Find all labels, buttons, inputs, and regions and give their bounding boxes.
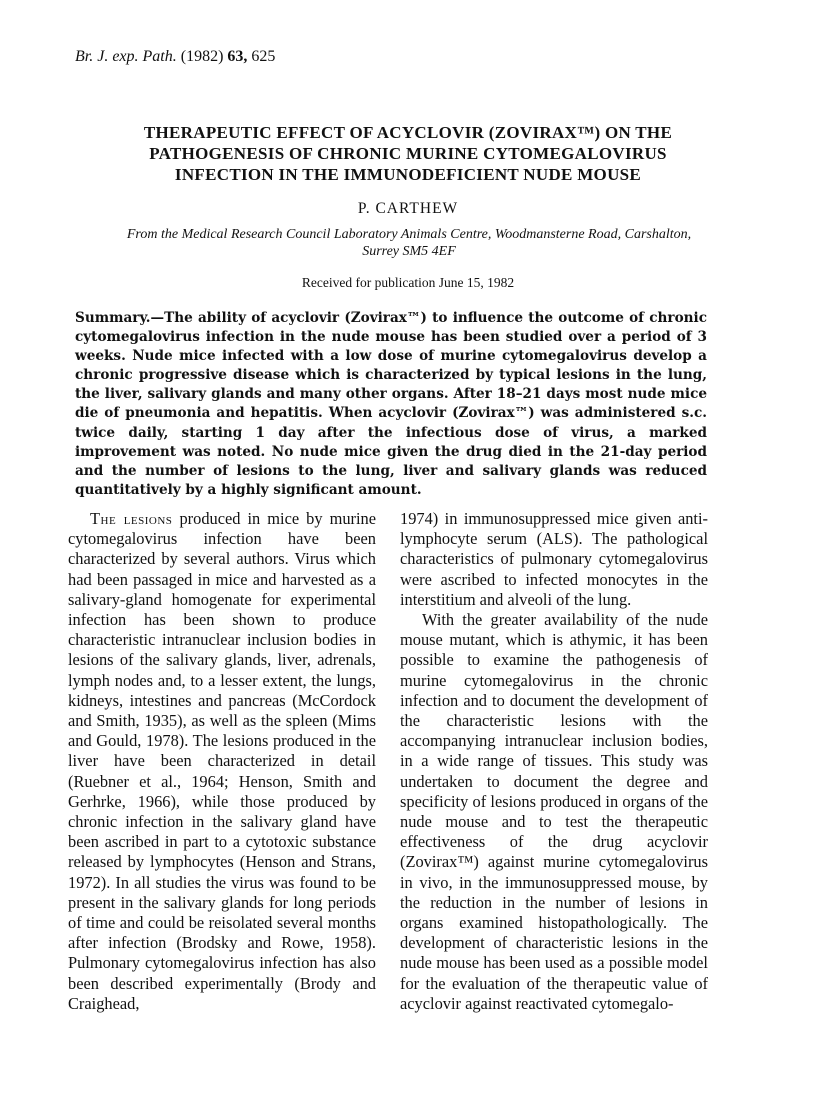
body-paragraph: 1974) in immunosuppressed mice given anti-lymphocyte serum (ALS). The pathological characteristics of pulmonary cytomegalovirus were ascribed to infected monocytes in the interstitium and alveoli of the lung. <box>400 509 708 609</box>
lead-in: The lesions <box>90 509 173 528</box>
journal-volume: 63, <box>227 48 248 65</box>
body-left-column <box>68 509 376 1014</box>
summary-paragraph: Summary.—The ability of acyclovir (Zovirax™) to influence the outcome of chronic cytomegalovirus infection in the nude mouse has been studied over a period of 3 weeks. Nude mice infected with a low dose of murine cytomegalovirus develop a chronic progressive disease which is characterized by typical lesions in the lung, the liver, salivary glands and many other organs. After 18–21 days most nude mice die of pneumonia and hepatitis. When acyclovir (Zovirax™) was administered s.c. twice daily, starting 1 day after the infectious dose of virus, a marked improvement was noted. No nude mice given the drug died in the 21-day period and the number of lesions to the lung, liver and salivary glands was reduced quantitatively by a highly significant amount. <box>75 310 707 498</box>
body-paragraph <box>68 509 376 1014</box>
journal-name: Br. J. exp. Path. <box>75 48 177 65</box>
title-line-1: THERAPEUTIC EFFECT OF ACYCLOVIR (ZOVIRAX™) ON THE <box>143 123 673 142</box>
received-date: Received for publication June 15, 1982 <box>301 275 515 290</box>
title-line-3: INFECTION IN THE IMMUNODEFICIENT NUDE MOUSE <box>174 165 642 184</box>
journal-citation <box>75 48 275 66</box>
journal-page: 625 <box>251 48 276 65</box>
article-title <box>60 122 756 185</box>
author-name: P. CARTHEW <box>357 200 459 217</box>
affiliation <box>76 226 742 260</box>
left-text: produced in mice by murine cytomegalovirus infection have been characterized by several authors. Virus which had been passaged in mice and harvested as a salivary-gland homogenate for experimental infection has been shown to produce characteristic intranuclear inclusion bodies in lesions of the salivary glands, liver, adrenals, lymph nodes and, to a lesser extent, the lungs, kidneys, intestines and pancreas (McCordock and Smith, 1935), as well as the spleen (Mims and Gould, 1978). The lesions produced in the liver have been characterized in detail (Ruebner et al., 1964; Henson, Smith and Gerhrke, 1966), while those produced by chronic infection in the salivary gland have been ascribed in part to a cytotoxic substance released by lymphocytes (Henson and Strans, 1972). In all studies the virus was found to be present in the salivary glands for long periods of time and could be reisolated several months after infection (Brodsky and Rowe, 1958). Pulmonary cytomegalovirus infection has also been described experimentally (Brody and Craighead, <box>68 509 376 1013</box>
title-line-2: PATHOGENESIS OF CHRONIC MURINE CYTOMEGALOVIRUS <box>149 144 667 163</box>
affiliation-line-1: From the Medical Research Council Laboratory Animals Centre, Woodmansterne Road, Carshalton, <box>126 227 692 242</box>
affiliation-line-2: Surrey SM5 4EF <box>362 244 456 259</box>
body-right-column <box>400 509 708 1014</box>
body-paragraph: With the greater availability of the nude mouse mutant, which is athymic, it has been possible to examine the pathogenesis of murine cytomegalovirus in the chronic infection and to document the development of the characteristic lesions with the accompanying intranuclear inclusion bodies, in a wide range of tissues. This study was undertaken to document the degree and specificity of lesions produced in organs of the nude mouse and to test the therapeutic effectiveness of the drug acyclovir (Zovirax™) against murine cytomegalovirus in vivo, in the immunosuppressed mouse, by the reduction in the number of lesions in organs examined histopathologically. The development of characteristic lesions in the nude mouse has been used as a possible model for the evaluation of the therapeutic value of acyclovir against reactivated cytomegalo- <box>400 610 708 1013</box>
journal-year: (1982) <box>180 48 224 65</box>
